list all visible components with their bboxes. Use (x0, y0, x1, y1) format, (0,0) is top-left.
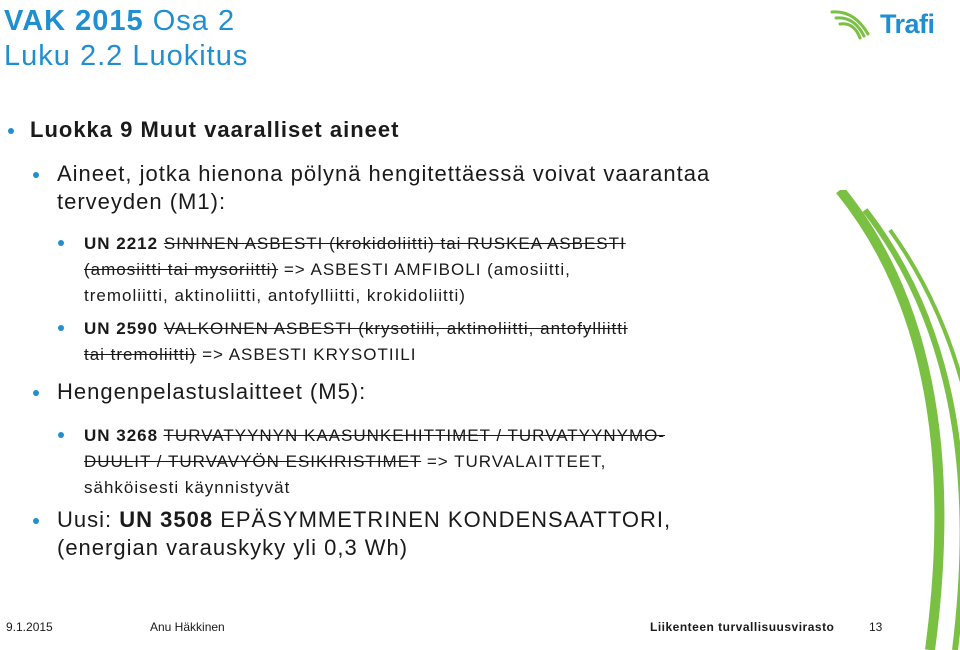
un2212-line1 (84, 231, 626, 257)
footer-page: 13 (869, 620, 883, 634)
decorative-arc-icon (820, 190, 960, 650)
un3268-line3: sähköisesti käynnistyvät (84, 478, 291, 497)
new-entry-code: UN 3508 (119, 507, 214, 532)
un2590-line2 (84, 342, 416, 368)
un2590-struck2: tai tremoliitti) (84, 345, 197, 364)
bullet-icon (58, 432, 64, 438)
bullet-icon (33, 390, 39, 396)
bullet-icon (58, 325, 64, 331)
section-title: Luokka 9 Muut vaaralliset aineet (30, 117, 400, 142)
un2590-code: UN 2590 (84, 319, 159, 338)
un2212-struck2: (amosiitti tai mysoriitti) (84, 260, 279, 279)
bullet-icon (58, 240, 64, 246)
bullet-icon (33, 172, 39, 178)
footer-author: Anu Häkkinen (150, 620, 225, 634)
title-rest: Osa 2 (143, 5, 236, 37)
un2212-line2 (84, 257, 571, 283)
logo-text: Trafi (880, 9, 935, 39)
title-bold: VAK 2015 (4, 5, 144, 37)
footer-organization: Liikenteen turvallisuusvirasto (650, 620, 835, 634)
new-entry-rest: EPÄSYMMETRINEN KONDENSAATTORI, (213, 507, 672, 532)
un3268-line1 (84, 423, 665, 449)
new-entry-prefix: Uusi: (57, 507, 120, 532)
new-entry-line1 (57, 507, 671, 533)
un3268-line2 (84, 449, 606, 475)
un2212-new: => ASBESTI AMFIBOLI (amosiitti, (278, 260, 571, 279)
bullet-icon (8, 128, 14, 134)
un2590-new: => ASBESTI KRYSOTIILI (196, 345, 417, 364)
intro-line1: Aineet, jotka hienona pölynä hengitettäessä voivat vaarantaa (57, 161, 711, 186)
intro-line2: terveyden (M1): (57, 189, 227, 214)
un2590-line1 (84, 316, 628, 342)
bullet-icon (33, 518, 39, 524)
new-entry-line2: (energian varauskyky yli 0,3 Wh) (57, 535, 409, 560)
un2590-struck1: VALKOINEN ASBESTI (krysotiili, aktinoliitti, antofylliitti (163, 319, 628, 338)
title-line2: Luku 2.2 Luokitus (4, 40, 249, 72)
un3268-struck2: DUULIT / TURVAVYÖN ESIKIRISTIMET (84, 452, 422, 471)
un2212-line3: tremoliitti, aktinoliitti, antofylliitti, krokidoliitti) (84, 286, 466, 305)
un3268-code: UN 3268 (84, 426, 159, 445)
slide-title (4, 4, 248, 74)
un3268-new: => TURVALAITTEET, (421, 452, 607, 471)
un2212-code: UN 2212 (84, 234, 159, 253)
un2212-struck1: SININEN ASBESTI (krokidoliitti) tai RUSKEA ASBESTI (163, 234, 626, 253)
footer-date: 9.1.2015 (6, 620, 53, 634)
un3268-struck1: TURVATYYNYN KAASUNKEHITTIMET / TURVATYYNYMO- (163, 426, 666, 445)
ppe-title: Hengenpelastuslaitteet (M5): (57, 379, 367, 404)
